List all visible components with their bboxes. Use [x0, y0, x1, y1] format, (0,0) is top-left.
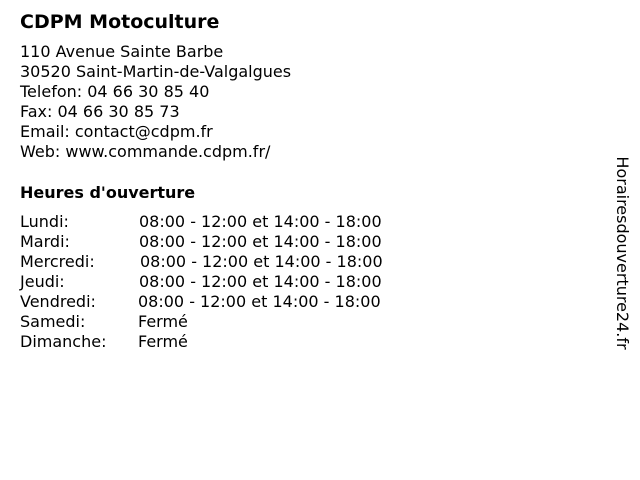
hours-row-lundi [20, 212, 580, 232]
hours-value: Fermé [138, 332, 188, 351]
address-line-2: 30520 Saint-Martin-de-Valgalgues [20, 62, 292, 81]
hours-day-label: Samedi: [20, 312, 86, 331]
opening-hours-table [20, 212, 580, 352]
hours-value: 08:00 - 12:00 et 14:00 - 18:00 [139, 232, 382, 251]
site-watermark: Horairesdouverture24.fr [613, 156, 632, 350]
hours-row-mardi [20, 232, 580, 252]
hours-row-mercredi [20, 252, 580, 272]
phone-line: Telefon: 04 66 30 85 40 [20, 82, 210, 101]
hours-day-label: Mercredi: [20, 252, 95, 271]
web-line: Web: www.commande.cdpm.fr/ [20, 142, 271, 161]
hours-value: 08:00 - 12:00 et 14:00 - 18:00 [139, 212, 382, 231]
hours-day-label: Jeudi: [20, 272, 65, 291]
business-name: CDPM Motoculture [20, 11, 220, 33]
hours-day-label: Lundi: [20, 212, 69, 231]
hours-day-label: Dimanche: [20, 332, 107, 351]
fax-line: Fax: 04 66 30 85 73 [20, 102, 180, 121]
contact-block [20, 42, 580, 162]
hours-section-title: Heures d'ouverture [20, 183, 196, 202]
business-card [20, 10, 580, 352]
hours-value: 08:00 - 12:00 et 14:00 - 18:00 [140, 252, 383, 271]
hours-value: 08:00 - 12:00 et 14:00 - 18:00 [139, 272, 382, 291]
hours-day-label: Mardi: [20, 232, 70, 251]
hours-value: 08:00 - 12:00 et 14:00 - 18:00 [138, 292, 381, 311]
hours-value: Fermé [138, 312, 188, 331]
email-line: Email: contact@cdpm.fr [20, 122, 213, 141]
hours-row-samedi [20, 312, 580, 332]
address-line-1: 110 Avenue Sainte Barbe [20, 42, 224, 61]
hours-day-label: Vendredi: [20, 292, 96, 311]
hours-row-jeudi [20, 272, 580, 292]
hours-row-vendredi [20, 292, 580, 312]
hours-row-dimanche [20, 332, 580, 352]
